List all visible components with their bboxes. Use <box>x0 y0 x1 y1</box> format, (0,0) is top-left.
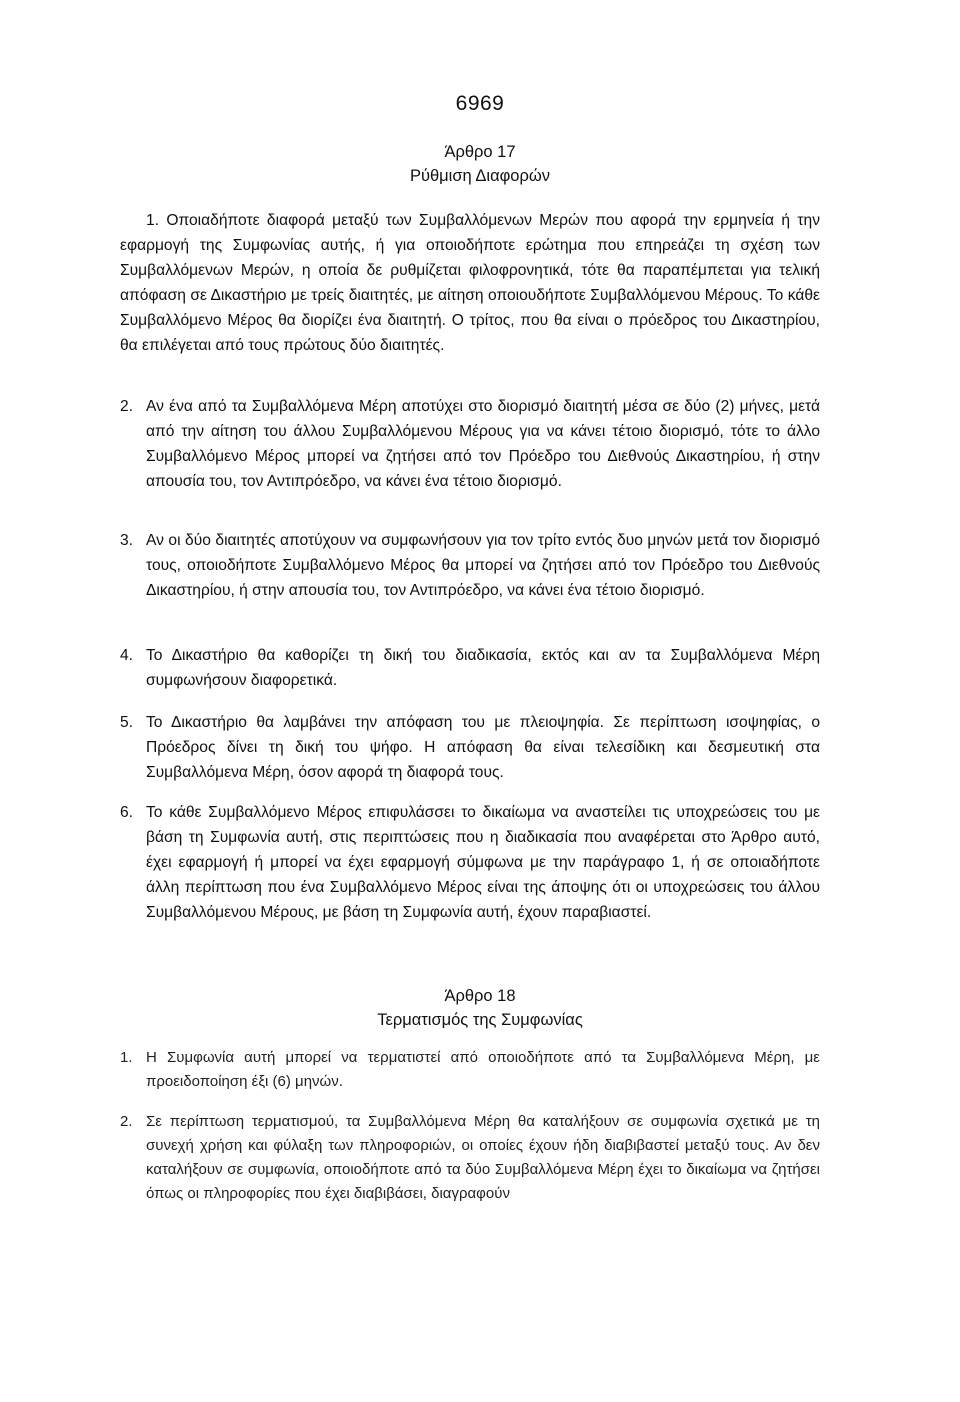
article-18-paragraph-2 <box>120 1110 820 1206</box>
paragraph-text: Η Συμφωνία αυτή μπορεί να τερματιστεί από οποιοδήποτε από τα Συμβαλλόμενα Μέρη, με προειδοποίηση έξι (6) μηνών. <box>146 1049 820 1090</box>
paragraph-number: 1. <box>146 212 160 229</box>
paragraph-text: Αν οι δύο διαιτητές αποτύχουν να συμφωνήσουν για τον τρίτο εντός δυο μηνών μετά τον διορισμό τους, οποιοδήποτε Συμβαλλόμενο Μέρος θα μπορεί να ζητήσει από τον Πρόεδρο του Διεθνούς Δικαστηρίου, ή στην απουσία του, τον Αντιπρόεδρο, να κάνει ένα τέτοιο διορισμό. <box>146 532 820 599</box>
paragraph-number: 1. <box>120 1049 133 1066</box>
article-18-paragraph-1 <box>120 1046 820 1094</box>
paragraph-number: 2. <box>120 398 134 415</box>
article-18-subtitle: Τερματισμός της Συμφωνίας <box>377 1011 583 1029</box>
paragraph-number: 6. <box>120 804 134 821</box>
article-17-subtitle: Ρύθμιση Διαφορών <box>409 167 551 185</box>
paragraph-text: Το Δικαστήριο θα καθορίζει τη δική του διαδικασία, εκτός και αν τα Συμβαλλόμενα Μέρη συμφωνήσουν διαφορετικά. <box>146 647 820 689</box>
paragraph-number: 5. <box>120 714 134 731</box>
article-17-paragraph-4 <box>120 643 820 693</box>
article-18-heading: Άρθρο 18 <box>444 987 516 1005</box>
paragraph-text: Οποιαδήποτε διαφορά μεταξύ των Συμβαλλόμενων Μερών που αφορά την ερμηνεία ή την εφαρμογή της Συμφωνίας αυτής, ή για οποιοδήποτε ερώτημα που επηρεάζει τη σχέση των Συμβαλλόμενων Μερών, η οποία δε ρυθμίζεται φιλοφρονητικά, τότε θα παραπέμπεται για τελική απόφαση σε Δικαστήριο με τρείς διαιτητές, με αίτηση οποιουδήποτε Συμβαλλόμενου Μέρους. Το κάθε Συμβαλλόμενο Μέρος θα διορίζει ένα διαιτητή. Ο τρίτος, που θα είναι ο πρόεδρος του Δικαστηρίου, θα επιλέγεται από τους πρώτους δύο διαιτητές. <box>120 212 820 354</box>
article-17-paragraph-3 <box>120 528 820 603</box>
paragraph-text: Το Δικαστήριο θα λαμβάνει την απόφαση του με πλειοψηφία. Σε περίπτωση ισοψηφίας, ο Πρόεδρος δίνει τη δική του ψήφο. Η απόφαση θα είναι τελεσίδικη και δεσμευτική στα Συμβαλλόμενα Μέρη, όσον αφορά τη διαφορά τους. <box>146 714 820 781</box>
article-18-title <box>0 984 960 1032</box>
article-17-paragraph-5 <box>120 710 820 785</box>
article-17-paragraph-2 <box>120 394 820 494</box>
article-17-paragraph-1 <box>120 208 820 358</box>
paragraph-text: Αν ένα από τα Συμβαλλόμενα Μέρη αποτύχει στο διορισμό διαιτητή μέσα σε δύο (2) μήνες, μετά από την αίτηση του άλλου Συμβαλλόμενου Μέρους για να κάνει τέτοιο διορισμό, τότε το άλλο Συμβαλλόμενο Μέρος μπορεί να ζητήσει από τον Πρόεδρο του Διεθνούς Δικαστηρίου, ή στην απουσία του, τον Αντιπρόεδρο, να κάνει ένα τέτοιο διορισμό. <box>146 398 820 490</box>
page-number: 6969 <box>455 92 505 115</box>
article-17-paragraph-6 <box>120 800 820 925</box>
paragraph-number: 4. <box>120 647 134 664</box>
article-17-title <box>0 140 960 188</box>
paragraph-number: 3. <box>120 532 134 549</box>
paragraph-text: Σε περίπτωση τερματισμού, τα Συμβαλλόμενα Μέρη θα καταλήξουν σε συμφωνία σχετικά με τη συνεχή χρήση και φύλαξη των πληροφοριών, οι οποίες έχουν ήδη διαβιβαστεί μεταξύ τους. Αν δεν καταλήξουν σε συμφωνία, οποιοδήποτε από τα δύο Συμβαλλόμενα Μέρη έχει το δικαίωμα να ζητήσει όπως οι πληροφορίες που έχει διαβιβάσει, διαγραφούν <box>146 1113 820 1202</box>
paragraph-text: Το κάθε Συμβαλλόμενο Μέρος επιφυλάσσει το δικαίωμα να αναστείλει τις υποχρεώσεις του με βάση τη Συμφωνία αυτή, στις περιπτώσεις που η διαδικασία που αναφέρεται στο Άρθρο αυτό, έχει εφαρμογή ή μπορεί να έχει εφαρμογή σύμφωνα με την παράγραφο 1, ή σε οποιαδήποτε άλλη περίπτωση που ένα Συμβαλλόμενο Μέρος είναι της άποψης ότι οι υποχρεώσεις του άλλου Συμβαλλόμενου Μέρους, με βάση τη Συμφωνία αυτή, έχουν παραβιαστεί. <box>146 804 820 921</box>
paragraph-number: 2. <box>120 1113 133 1130</box>
article-17-heading: Άρθρο 17 <box>444 143 516 161</box>
